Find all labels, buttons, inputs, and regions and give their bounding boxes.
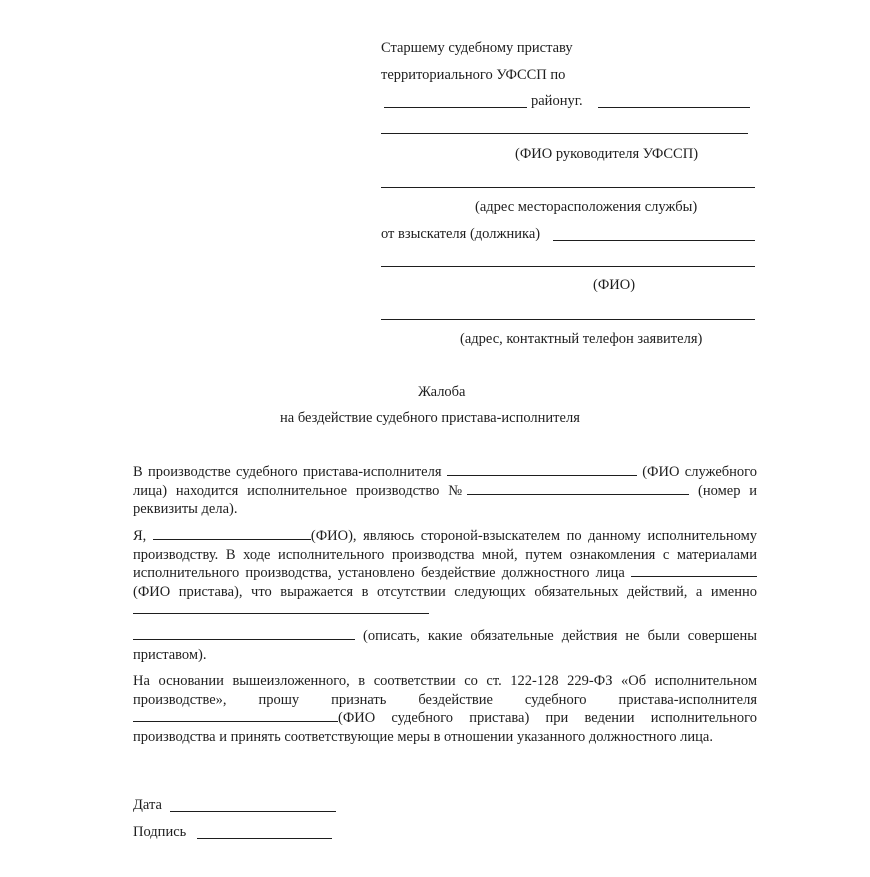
p3-text-b: (ФИО судебного пристава) при ведении исполнительного производства и принять соответствующие меры в отношении указанного должностного лица. [133,710,757,745]
claimant-name-blank[interactable] [153,527,311,540]
p1-text-d: (номер и реквизиты дела). [133,482,758,517]
missing-actions-blank-2[interactable] [133,627,355,640]
p2-text-b: (ФИО), являюсь стороной-взыскателем по данному исполнительному производству. В ходе исполнительного производства мной, путем ознакомления с материалами исполнительного производства, установлено бездействие должностного лица [133,528,757,581]
p3-text-a: На основании вышеизложенного, в соответствии со ст. 122-128 229-ФЗ «Об исполнительном производстве», прошу признать бездействие судебного пристава-исполнителя [133,673,757,708]
applicant-name-blank[interactable] [381,266,755,267]
paragraph-1 [133,463,757,519]
case-number-blank[interactable] [467,482,689,495]
p2-text-d: (описать, какие обязательные действия не были совершены приставом). [133,628,757,663]
p2-text-a: Я, [133,528,147,544]
caption-applicant-contacts: (адрес, контактный телефон заявителя) [460,331,703,347]
document-title: Жалоба [418,384,466,400]
missing-actions-blank[interactable] [133,601,429,614]
addressee-line1: Старшему судебному приставу [381,40,573,56]
city-blank[interactable] [598,107,750,108]
p1-text-b: (ФИО служебного лица) находится исполнительное производство [133,464,757,499]
from-blank[interactable] [553,240,755,241]
caption-applicant-fio: (ФИО) [593,277,636,293]
paragraph-3 [133,672,757,746]
caption-head-fio: (ФИО руководителя УФССП) [515,146,699,162]
addressee-line2: территориального УФССП по [381,67,566,83]
p1-text-a: В производстве судебного пристава-исполнителя [133,464,442,480]
signature-label: Подпись [133,824,187,840]
official-name-blank[interactable] [631,564,757,577]
date-label: Дата [133,797,162,813]
district-label: районуг. [531,93,583,109]
p1-text-c: № [448,482,468,499]
bailiff-name-blank[interactable] [447,463,637,476]
head-name-blank[interactable] [381,133,748,134]
p2-text-c: (ФИО пристава), что выражается в отсутствии следующих обязательных действий, а именно [133,583,757,600]
applicant-address-blank[interactable] [381,319,755,320]
district-blank[interactable] [384,107,527,108]
date-blank[interactable] [170,811,336,812]
paragraph-2 [133,527,757,620]
bailiff-fio-blank[interactable] [133,709,338,722]
signature-blank[interactable] [197,838,332,839]
from-label: от взыскателя (должника) [381,226,541,242]
document-subtitle: на бездействие судебного пристава-исполнителя [280,410,580,426]
paragraph-2-continuation [133,627,757,664]
caption-service-address: (адрес месторасположения службы) [475,199,698,215]
service-address-blank[interactable] [381,187,755,188]
